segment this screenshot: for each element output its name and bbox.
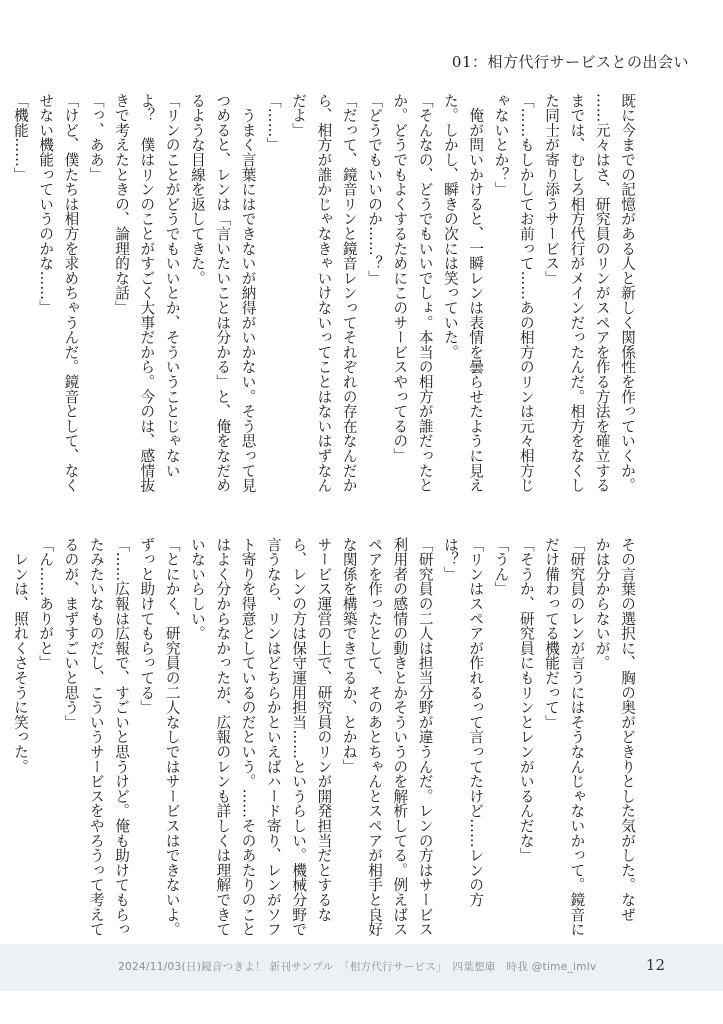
chapter-header: 01：相方代行サービスとの出会い xyxy=(451,53,689,71)
text-line: かは分からないが。 xyxy=(593,537,611,671)
text-line: 「うん」 xyxy=(492,537,510,597)
text-line: うまく言葉にはできないが納得がいかない。そう思って見 xyxy=(239,93,257,493)
text-line: ずっと助けてもらってる」 xyxy=(138,537,156,715)
text-line: るのが、まずすごいと思う」 xyxy=(62,537,80,730)
lower-text-block xyxy=(8,537,640,942)
text-line: 「研究員のレンが言うにはそうなんじゃないかって。鏡音に xyxy=(568,537,586,937)
text-line: 「研究員の二人は担当分野が違うんだ。レンの方はサービス xyxy=(416,537,434,937)
text-line: ……元々はさ、研究員のリンがスペアを作る方法を確立する xyxy=(593,93,611,493)
text-line: 「リンはスペアが作れるって言ってたけど……レンの方 xyxy=(467,537,485,907)
text-line: 既に今までの記憶がある人と新しく関係性を作っていくか。 xyxy=(619,93,636,493)
text-line: だよ」 xyxy=(290,93,308,138)
text-line: 「っ、ああ」 xyxy=(87,93,105,182)
text-line: 「……」 xyxy=(264,93,282,153)
text-line: せない機能っていうのかな……」 xyxy=(37,93,55,315)
text-line: たみたいなものだし、こういうサービスをやろうって考えて xyxy=(87,537,105,937)
text-line: その言葉の選択に、胸の奥がどきりとした気がした。なぜ xyxy=(619,537,636,922)
text-line: ペアを作ったとして、そのあとちゃんとスペアが相手と良好 xyxy=(366,537,384,937)
text-line: はよく分からなかったが、広報のレンも詳しくは理解できて xyxy=(214,537,232,937)
text-line: きで考えたときの、論理的な話」 xyxy=(113,93,131,315)
text-line: 「……もしかしてお前って……あの相方のリンは元々相方じ xyxy=(517,93,535,493)
text-line: か。どうでもよくするためにこのサービスやってるの」 xyxy=(391,93,409,463)
text-line: だけ備わってる機能だって」 xyxy=(543,537,561,730)
text-line: 俺が問いかけると、一瞬レンは表情を曇らせたように見え xyxy=(467,93,485,493)
text-line: ト寄りを得意としているのだという。……そのあたりのこと xyxy=(239,537,257,937)
text-line: ら、相方が誰かじゃなきゃいけないってことはないはずなん xyxy=(315,93,333,493)
text-line: 「機能……」 xyxy=(11,93,29,182)
text-line: ら、レンの方は保守運用担当……というらしい。機械分野で xyxy=(290,537,308,937)
text-line: 「そんなの、どうでもいいでしょ。本当の相方が誰だったと xyxy=(416,93,434,493)
text-line: よ？ 僕はリンのことがすごく大事だから。今のは、感情抜 xyxy=(138,93,156,493)
text-line: 「だって、鏡音リンと鏡音レンってそれぞれの存在なんだか xyxy=(340,93,358,493)
text-line: た。しかし、瞬きの次には笑っていた。 xyxy=(441,93,459,360)
text-line: は？」 xyxy=(441,537,459,582)
text-line: 「リンのことがどうでもいいとか、そういうことじゃない xyxy=(163,93,181,478)
text-line: 「とにかく、研究員の二人なしではサービスはできないよ。 xyxy=(163,537,181,937)
text-line: つめると、レンは「言いたいことは分かる」と、俺をなだめ xyxy=(214,93,232,493)
page-number: 12 xyxy=(645,956,665,974)
page-footer xyxy=(0,944,723,991)
text-line: 「……広報は広報で、すごいと思うけど。俺も助けてもらっ xyxy=(113,537,131,937)
text-line: 「どうでもいいのか……？」 xyxy=(366,93,384,286)
text-line: 「そうか、研究員にもリンとレンがいるんだな」 xyxy=(517,537,535,863)
text-line: 利用者の感情の動きとかそういうのを解析してる。例えばス xyxy=(391,537,409,937)
text-line: までは、むしろ相方代行がメインだったんだ。相方をなくし xyxy=(568,93,586,493)
text-line: 「ん……ありがと」 xyxy=(37,537,55,671)
text-line: 「けど、僕たちは相方を求めちゃうんだ。鏡音として、なく xyxy=(62,93,80,493)
text-line: 言うなら、リンはどちらかといえばハード寄り、レンがソフ xyxy=(264,537,282,937)
text-line: いないらしい。 xyxy=(188,537,206,641)
text-line: レンは、照れくさそうに笑った。 xyxy=(11,537,29,774)
text-line: ゃないとか？」 xyxy=(492,93,510,197)
text-line: るような目線を返してきた。 xyxy=(188,93,206,286)
text-line: サービス運営の上で、研究員のリンが開発担当だとするな xyxy=(315,537,333,922)
text-line: た同士が寄り添うサービス」 xyxy=(543,93,561,286)
text-line: な関係を構築できてるか、とかね」 xyxy=(340,537,358,774)
footer-colophon: 2024/11/03(日)鏡音つきよ！ 新刊サンプル 「相方代行サービス」 四葉想庫 時我 @time_imlv xyxy=(118,961,597,973)
upper-text-block xyxy=(8,93,640,498)
